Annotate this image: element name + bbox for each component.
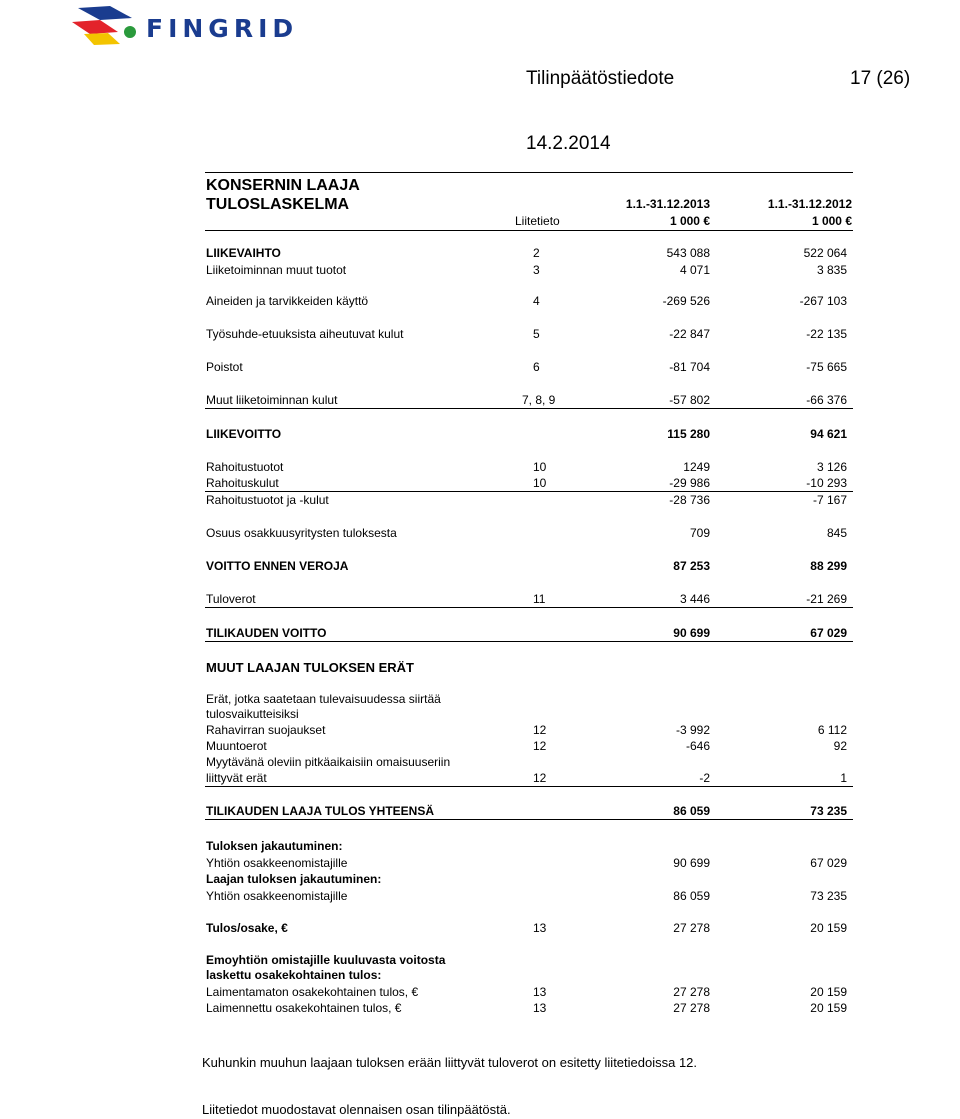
table-row bbox=[0, 327, 960, 342]
row-value-2013: 90 699 bbox=[673, 626, 710, 640]
row-value-2012: 73 235 bbox=[810, 889, 847, 903]
row-value-2013: 90 699 bbox=[673, 856, 710, 870]
row-value-2013: -646 bbox=[685, 739, 710, 753]
row-note: 5 bbox=[533, 327, 540, 341]
document-date: 14.2.2014 bbox=[526, 133, 611, 154]
row-value-2012: 20 159 bbox=[810, 1001, 847, 1015]
statement-title-line1: KONSERNIN LAAJA bbox=[206, 177, 360, 194]
row-value-2013: 3 446 bbox=[679, 592, 710, 606]
row-value-2012: 94 621 bbox=[810, 427, 847, 441]
statement-title-line2: TULOSLASKELMA bbox=[206, 196, 350, 213]
footnote-notes: Liitetiedot muodostavat olennaisen osan tilinpäätöstä. bbox=[202, 1102, 511, 1117]
row-value-2013: 1249 bbox=[683, 460, 710, 474]
row-note: 12 bbox=[533, 723, 547, 737]
table-row bbox=[0, 739, 960, 754]
row-value-2013: -28 736 bbox=[669, 493, 710, 507]
row-note: 10 bbox=[533, 460, 547, 474]
table-row bbox=[0, 393, 960, 408]
table-row bbox=[0, 692, 960, 707]
row-label: laskettu osakekohtainen tulos: bbox=[206, 968, 382, 982]
row-value-2012: 20 159 bbox=[810, 985, 847, 999]
table-row bbox=[0, 476, 960, 491]
row-value-2012: 67 029 bbox=[810, 856, 847, 870]
row-label: TILIKAUDEN LAAJA TULOS YHTEENSÄ bbox=[206, 804, 435, 818]
table-row bbox=[0, 360, 960, 375]
table-row bbox=[0, 856, 960, 871]
row-label: Aineiden ja tarvikkeiden käyttö bbox=[206, 294, 369, 308]
row-value-2012: 845 bbox=[826, 526, 847, 540]
table-row bbox=[0, 804, 960, 819]
row-value-2013: 543 088 bbox=[666, 246, 710, 260]
row-value-2013: -2 bbox=[699, 771, 710, 785]
row-value-2012: 3 835 bbox=[816, 263, 847, 277]
row-value-2012: 88 299 bbox=[810, 559, 847, 573]
row-value-2013: 4 071 bbox=[679, 263, 710, 277]
table-row bbox=[0, 592, 960, 607]
divider bbox=[205, 230, 853, 231]
row-value-2013: -57 802 bbox=[669, 393, 710, 407]
table-row bbox=[0, 1001, 960, 1016]
row-label: Rahoitustuotot ja -kulut bbox=[206, 493, 329, 507]
footnote-tax: Kuhunkin muuhun laajaan tuloksen erään liittyvät tuloverot on esitetty liitetiedoissa 12. bbox=[202, 1055, 698, 1070]
table-row bbox=[0, 294, 960, 309]
table-row bbox=[0, 723, 960, 738]
table-row bbox=[0, 526, 960, 541]
section-heading bbox=[0, 968, 960, 983]
row-value-2013: 27 278 bbox=[673, 921, 710, 935]
row-value-2012: 3 126 bbox=[816, 460, 847, 474]
row-note: 11 bbox=[533, 592, 546, 606]
table-row bbox=[0, 921, 960, 936]
row-label: Emoyhtiön omistajille kuuluvasta voitosta bbox=[206, 953, 446, 967]
row-label: Yhtiön osakkeenomistajille bbox=[206, 889, 348, 903]
section-heading bbox=[0, 872, 960, 887]
row-value-2012: 1 bbox=[840, 771, 847, 785]
row-label: TILIKAUDEN VOITTO bbox=[206, 626, 327, 640]
row-label: Muuntoerot bbox=[206, 739, 267, 753]
row-label: Rahoitustuotot bbox=[206, 460, 284, 474]
table-row bbox=[0, 771, 960, 786]
row-value-2012: 20 159 bbox=[810, 921, 847, 935]
row-label: Myytävänä oleviin pitkäaikaisiin omaisuuseriin bbox=[206, 755, 451, 769]
row-label: VOITTO ENNEN VEROJA bbox=[206, 559, 349, 573]
row-label: MUUT LAAJAN TULOKSEN ERÄT bbox=[206, 660, 414, 675]
row-value-2012: -267 103 bbox=[799, 294, 847, 308]
period-2013-header: 1.1.-31.12.2013 bbox=[625, 197, 710, 211]
row-value-2013: 115 280 bbox=[667, 427, 710, 441]
row-value-2012: 67 029 bbox=[810, 626, 847, 640]
row-value-2013: 87 253 bbox=[673, 559, 710, 573]
row-label: LIIKEVAIHTO bbox=[206, 246, 281, 260]
row-label: Rahoituskulut bbox=[206, 476, 279, 490]
divider bbox=[205, 172, 853, 173]
row-value-2012: -21 269 bbox=[806, 592, 847, 606]
row-label: Tuloksen jakautuminen: bbox=[206, 839, 343, 853]
row-note: 13 bbox=[533, 1001, 547, 1015]
row-note: 13 bbox=[533, 921, 547, 935]
fingrid-logo-mark bbox=[70, 4, 146, 46]
row-note: 4 bbox=[533, 294, 540, 308]
statement-title bbox=[206, 176, 360, 214]
row-label: Laimennettu osakekohtainen tulos, € bbox=[206, 1001, 402, 1015]
table-row bbox=[0, 263, 960, 278]
unit-2013-header: 1 000 € bbox=[669, 214, 710, 228]
row-label: Tulos/osake, € bbox=[206, 921, 288, 935]
unit-2012-header: 1 000 € bbox=[811, 214, 852, 228]
row-label: Yhtiön osakkeenomistajille bbox=[206, 856, 348, 870]
logo-text: FINGRID bbox=[146, 14, 299, 43]
row-value-2013: 27 278 bbox=[673, 985, 710, 999]
row-label: tulosvaikutteisiksi bbox=[206, 707, 299, 721]
table-row bbox=[0, 985, 960, 1000]
row-label: Työsuhde-etuuksista aiheutuvat kulut bbox=[206, 327, 404, 341]
table-row bbox=[0, 707, 960, 722]
row-value-2012: 522 064 bbox=[803, 246, 847, 260]
row-label: liittyvät erät bbox=[206, 771, 267, 785]
row-note: 12 bbox=[533, 739, 547, 753]
table-row bbox=[0, 246, 960, 261]
row-value-2013: 709 bbox=[689, 526, 710, 540]
note-column-header: Liitetieto bbox=[515, 214, 560, 228]
row-value-2013: -269 526 bbox=[662, 294, 710, 308]
row-value-2012: -75 665 bbox=[806, 360, 847, 374]
row-label: Osuus osakkuusyritysten tuloksesta bbox=[206, 526, 397, 540]
row-label: Muut liiketoiminnan kulut bbox=[206, 393, 338, 407]
row-note: 12 bbox=[533, 771, 547, 785]
row-value-2013: -22 847 bbox=[669, 327, 710, 341]
section-heading bbox=[0, 839, 960, 854]
row-value-2012: -7 167 bbox=[812, 493, 847, 507]
table-row bbox=[0, 626, 960, 641]
row-value-2013: -81 704 bbox=[669, 360, 710, 374]
row-value-2013: -29 986 bbox=[669, 476, 710, 490]
row-value-2012: 6 112 bbox=[817, 723, 847, 737]
table-row bbox=[0, 493, 960, 508]
row-value-2012: 73 235 bbox=[810, 804, 847, 818]
document-title: Tilinpäätöstiedote bbox=[526, 68, 675, 89]
row-note: 13 bbox=[533, 985, 547, 999]
row-label: Rahavirran suojaukset bbox=[206, 723, 326, 737]
row-label: Liiketoiminnan muut tuotot bbox=[206, 263, 347, 277]
section-heading bbox=[0, 953, 960, 968]
row-label: Laajan tuloksen jakautuminen: bbox=[206, 872, 382, 886]
row-note: 10 bbox=[533, 476, 547, 490]
period-2012-header: 1.1.-31.12.2012 bbox=[767, 197, 852, 211]
row-note: 7, 8, 9 bbox=[522, 393, 556, 407]
row-label: LIIKEVOITTO bbox=[206, 427, 282, 441]
row-value-2013: 27 278 bbox=[673, 1001, 710, 1015]
row-label: Laimentamaton osakekohtainen tulos, € bbox=[206, 985, 419, 999]
page-number: 17 (26) bbox=[850, 68, 911, 89]
row-note: 6 bbox=[533, 360, 540, 374]
row-value-2012: 92 bbox=[833, 739, 847, 753]
row-value-2012: -66 376 bbox=[806, 393, 847, 407]
row-label: Erät, jotka saatetaan tulevaisuudessa siirtää bbox=[206, 692, 441, 706]
table-row bbox=[0, 427, 960, 442]
table-row bbox=[0, 460, 960, 475]
row-value-2012: -10 293 bbox=[806, 476, 847, 490]
row-value-2013: 86 059 bbox=[673, 889, 710, 903]
table-row bbox=[0, 755, 960, 770]
row-value-2013: 86 059 bbox=[673, 804, 710, 818]
row-value-2012: -22 135 bbox=[806, 327, 847, 341]
row-value-2013: -3 992 bbox=[675, 723, 710, 737]
row-note: 3 bbox=[533, 263, 540, 277]
row-label: Poistot bbox=[206, 360, 243, 374]
table-row bbox=[0, 889, 960, 904]
row-note: 2 bbox=[533, 246, 540, 260]
table-row bbox=[0, 559, 960, 574]
row-label: Tuloverot bbox=[206, 592, 256, 606]
section-heading bbox=[0, 660, 960, 675]
